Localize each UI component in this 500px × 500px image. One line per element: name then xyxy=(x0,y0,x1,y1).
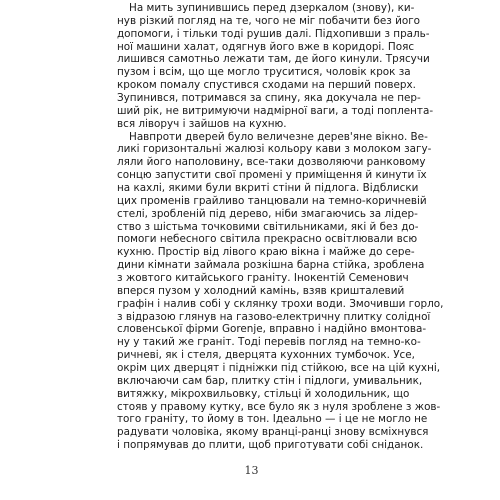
text-line: дини кімнати займала розкішна барна стійка, зроблена xyxy=(117,259,425,272)
text-line: пузом і всім, що ще могло труситися, чоловік крок за xyxy=(117,66,411,79)
page-number: 13 xyxy=(244,464,259,477)
text-line: кроком помалу спустився сходами на перший поверх. xyxy=(117,79,416,92)
text-line: включаючи сам бар, плитку стін і підлоги, умивальник, xyxy=(117,374,423,387)
text-line: радувати чоловіка, якому вранці-ранці знову всміхнувся xyxy=(117,426,429,439)
text-line: нув різкий погляд на те, чого не міг побачити без його xyxy=(117,14,421,27)
text-line: кухню. Простір від лівого краю вікна і майже до сере- xyxy=(117,246,415,259)
text-line: допомоги, і тільки тоді рушив далі. Підхопивши з праль- xyxy=(117,27,430,40)
text-line: цих променів грайливо танцювали на темно-коричневій xyxy=(117,194,427,207)
text-line: вся ліворуч і зайшов на кухню. xyxy=(117,117,287,130)
text-line: ної машини халат, одягнув його вже в коридорі. Пояс xyxy=(117,40,415,53)
text-line: Зупинився, потримався за спину, яка докучала не пер- xyxy=(117,92,421,104)
text-line: ричневі, як і стеля, дверцята кухонних тумбочок. Усе, xyxy=(117,349,415,362)
text-line: з відразою глянув на газово-електричну плитку солідної xyxy=(117,310,431,323)
text-line: того граніту, то йому в тон. Ідеально — і це не могло не xyxy=(117,413,428,426)
text-line: окрім цих дверцят і підніжки під стійкою, все на цій кухні, xyxy=(117,362,441,374)
text-line: ший рік, не витримуючи надмірної ваги, а тоді поплента- xyxy=(117,104,434,117)
text-line: з жовтого китайського граніту. Інокентій Семенович xyxy=(117,272,409,284)
text-line: на кахлі, якими були вкриті стіни й підлога. Відблиски xyxy=(117,182,419,194)
text-line: ликі горизонтальні жалюзі кольору кави з молоком загу- xyxy=(117,143,432,156)
text-line: вперся пузом у холодний камінь, взяв кришталевий xyxy=(117,284,405,297)
text-line: витяжку, мікрохвильовку, стільці й холодильник, що xyxy=(117,387,410,400)
text-line: лишився самотньо лежати там, де його кинули. Трясучи xyxy=(117,53,430,66)
text-line: і попрямував до плити, щоб приготувати собі сніданок. xyxy=(117,439,424,452)
text-line: Навпроти дверей було величезне дерев'яне вікно. Ве- xyxy=(129,130,428,143)
text-line: стелі, зробленій під дерево, ніби змагаючись за лідер- xyxy=(117,207,418,220)
text-line: сонцю запустити свої промені у приміщення й кинути їх xyxy=(117,169,427,182)
text-line: ляли його наполовину, все-таки дозволяючи ранковому xyxy=(117,156,426,169)
text-line: ство з шістьма точковими світильниками, які й без до- xyxy=(117,220,419,233)
text-line: графін і налив собі у склянку трохи води. Змочивши горло, xyxy=(117,297,444,310)
text-line: ну у такий же граніт. Тоді перевів погляд на темно-ко- xyxy=(117,336,421,349)
text-line: словенської фірми Gorenje, вправно і надійно вмонтова- xyxy=(117,323,427,336)
text-line: помоги небесного світила прекрасно освітлювали всю xyxy=(117,233,418,246)
text-line: На мить зупинившись перед дзеркалом (знову), ки- xyxy=(129,2,415,14)
text-line: стояв у правому кутку, все було як з нуля зроблене з жов- xyxy=(117,400,441,413)
